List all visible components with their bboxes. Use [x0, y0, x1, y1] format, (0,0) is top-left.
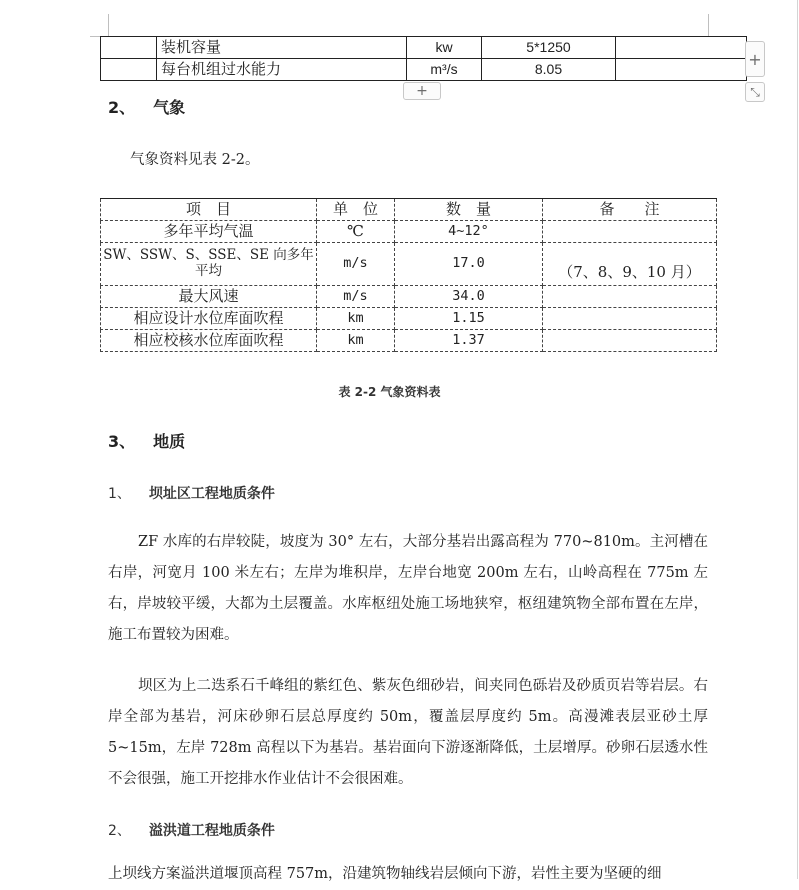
plus-icon: +: [416, 83, 428, 99]
subsection-title: 坝址区工程地质条件: [148, 486, 275, 502]
table-cell[interactable]: m³/s: [407, 59, 482, 81]
table-cell[interactable]: 4~12°: [395, 221, 543, 243]
add-row-button[interactable]: [403, 82, 441, 100]
add-column-button[interactable]: [745, 41, 765, 77]
table-header-cell[interactable]: 单 位: [317, 199, 395, 221]
table-row: [101, 243, 717, 286]
table-cell[interactable]: 相应校核水位库面吹程: [101, 330, 317, 352]
table-cell[interactable]: 装机容量: [157, 37, 407, 59]
page-right-edge: [797, 0, 798, 879]
weather-intro: 气象资料见表 2-2。: [130, 152, 260, 168]
table-cell[interactable]: kw: [407, 37, 482, 59]
table-cell[interactable]: 相应设计水位库面吹程: [101, 308, 317, 330]
subheading-spillway: [108, 820, 275, 840]
table-cell[interactable]: [543, 308, 717, 330]
section-heading-weather: [108, 95, 185, 118]
paragraph-dam-site: ZF 水库的右岸较陡，坡度为 30° 左右，大部分基岩出露高程为 770~810m。主河槽在右岸，河宽月 100 米左右；左岸为堆积岸，左岸台地宽 200m 左右，山岭高程在 775m 左右，岸坡较平缓，大都为土层覆盖。水库枢纽处施工场地狭窄，枢纽建筑物全部布置在左岸，施工布置较为困难。: [108, 534, 708, 643]
paragraph-dam-rock: 坝区为上二迭系石千峰组的紫红色、紫灰色细砂岩，间夹同色砾岩及砂质页岩等岩层。右岸全部为基岩，河床砂卵石层总厚度约 50m，覆盖层厚度约 5m。高漫滩表层亚砂土厚 5~15m，左岸 728m 高程以下为基岩。基岩面向下游逐渐降低，土层增厚。砂卵石层透水性不会很强，施工开挖排水作业估计不会很困难。: [108, 678, 708, 787]
section-number: 2、: [108, 98, 136, 117]
section-title: 地质: [153, 432, 186, 451]
table-header-cell[interactable]: 项 目: [101, 199, 317, 221]
table-row: [101, 221, 717, 243]
section-title: 气象: [153, 98, 186, 117]
weather-table: [100, 198, 717, 352]
table-cell[interactable]: [616, 37, 747, 59]
table-cell[interactable]: m/s: [317, 243, 395, 286]
table-header-cell[interactable]: 数 量: [395, 199, 543, 221]
table-cell[interactable]: 5*1250: [482, 37, 616, 59]
table-cell[interactable]: 1.15: [395, 308, 543, 330]
table-cell[interactable]: 1.37: [395, 330, 543, 352]
capacity-table: [100, 36, 747, 81]
table-cell[interactable]: 每台机组过水能力: [157, 59, 407, 81]
subsection-number: 1、: [108, 486, 131, 502]
table-cell[interactable]: 最大风速: [101, 286, 317, 308]
table-cell[interactable]: SW、SSW、S、SSE、SE 向多年平均: [101, 243, 317, 286]
table-row: [101, 330, 717, 352]
section-heading-geology: [108, 429, 185, 452]
margin-mark-right: [708, 14, 709, 36]
resize-icon: ⤡: [750, 84, 760, 99]
subheading-dam-site: [108, 483, 275, 503]
table-header-row: [101, 199, 717, 221]
table-cell[interactable]: （7、8、9、10 月）: [543, 243, 717, 286]
table-row: [101, 59, 747, 81]
table-cell[interactable]: [616, 59, 747, 81]
table-row: [101, 37, 747, 59]
table-resize-button[interactable]: [745, 82, 765, 102]
section-number: 3、: [108, 432, 136, 451]
paragraph-spillway: 上坝线方案溢洪道堰顶高程 757m，沿建筑物轴线岩层倾向下游，岩性主要为坚硬的细: [108, 866, 662, 882]
table-cell[interactable]: [543, 221, 717, 243]
table-cell[interactable]: [101, 59, 157, 81]
table-cell[interactable]: km: [317, 308, 395, 330]
table-cell[interactable]: 多年平均气温: [101, 221, 317, 243]
subsection-title: 溢洪道工程地质条件: [148, 823, 275, 839]
subsection-number: 2、: [108, 823, 131, 839]
table-cell[interactable]: km: [317, 330, 395, 352]
table-cell[interactable]: [101, 37, 157, 59]
table-cell[interactable]: 8.05: [482, 59, 616, 81]
plus-icon: +: [748, 49, 762, 69]
table-row: [101, 308, 717, 330]
table-cell[interactable]: ℃: [317, 221, 395, 243]
table-header-cell[interactable]: 备 注: [543, 199, 717, 221]
margin-mark-left: [108, 14, 109, 36]
table-cell[interactable]: [543, 330, 717, 352]
table-cell[interactable]: 17.0: [395, 243, 543, 286]
table-cell[interactable]: [543, 286, 717, 308]
table-cell[interactable]: m/s: [317, 286, 395, 308]
table-row: [101, 286, 717, 308]
table-cell[interactable]: 34.0: [395, 286, 543, 308]
table-caption: 表 2-2 气象资料表: [338, 385, 441, 399]
